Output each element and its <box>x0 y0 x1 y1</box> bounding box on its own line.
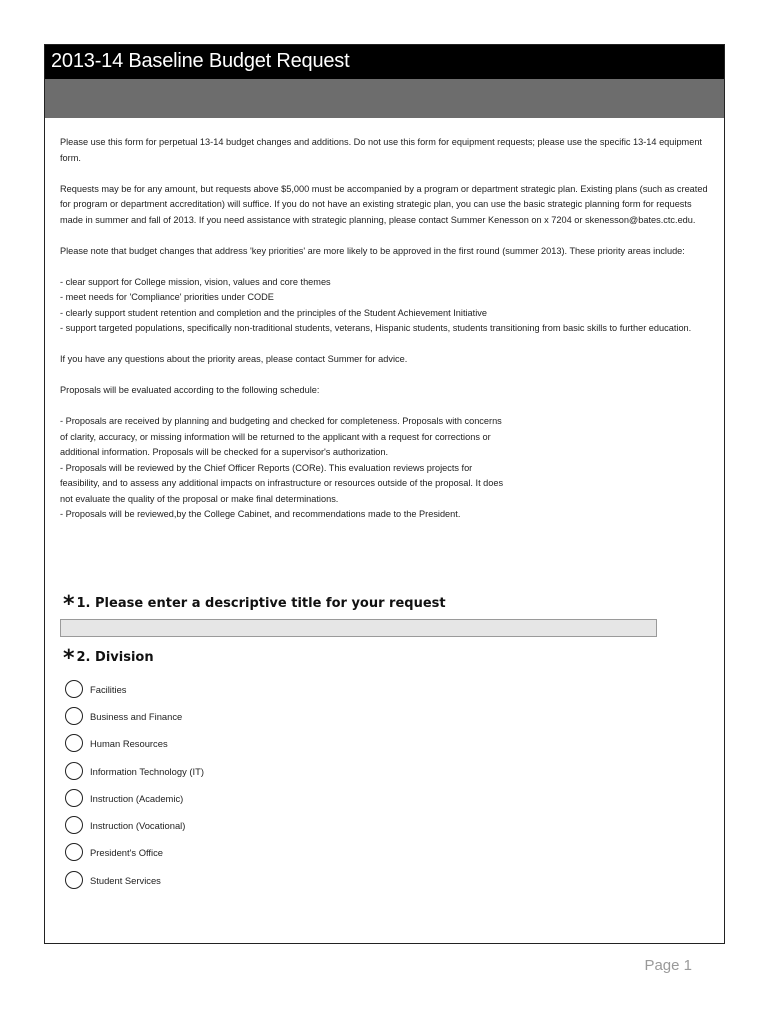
division-option-label: Student Services <box>90 874 161 886</box>
schedule-item: - Proposals will be reviewed by the Chief Officer Reports (CORe). This evaluation reviews projects for feasibility, and to assess any additional impacts on infrastructure or resources outside of the proposal. It does not evaluate the quality of the proposal or make final determinations. <box>60 462 504 504</box>
schedule-item: - Proposals will be reviewed,by the College Cabinet, and recommendations made to the President. <box>60 509 461 519</box>
intro-paragraph-2: Requests may be for any amount, but requests above $5,000 must be accompanied by a program or department strategic plan. Existing plans (such as created for program or department accreditation) will suffice. If you do not have an existing strategic plan, you can use the basic strategic planning form for requests made in summer and fall of 2013. If you need assistance with strategic planning, please contact Summer Kenesson on x 7204 or skenesson@bates.ctc.edu. <box>60 183 708 225</box>
radio-button[interactable] <box>65 871 83 889</box>
division-option-facilities[interactable] <box>65 679 126 699</box>
title-bar <box>45 45 724 79</box>
priority-item: - support targeted populations, specifically non-traditional students, veterans, Hispanic students, students transitioning from basic skills to further education. <box>60 323 692 333</box>
radio-button[interactable] <box>65 816 83 834</box>
radio-button[interactable] <box>65 843 83 861</box>
required-asterisk: * <box>63 592 75 617</box>
intro-text <box>60 135 715 523</box>
page-title: 2013-14 Baseline Budget Request <box>51 50 350 72</box>
request-title-input[interactable] <box>60 619 657 637</box>
radio-button[interactable] <box>65 680 83 698</box>
radio-button[interactable] <box>65 762 83 780</box>
intro-paragraph-3: Please note that budget changes that address 'key priorities' are more likely to be approved in the first round (summer 2013). These priority areas include: <box>60 245 685 256</box>
division-option-label: President's Office <box>90 846 164 858</box>
division-option-presidents-office[interactable] <box>65 842 163 862</box>
radio-button[interactable] <box>65 734 83 752</box>
intro-paragraph-5: Proposals will be evaluated according to the following schedule: <box>60 385 320 395</box>
question-2-label: 2. Division <box>76 650 154 665</box>
division-option-label: Human Resources <box>90 737 168 749</box>
question-1-label: 1. Please enter a descriptive title for your request <box>76 596 446 611</box>
division-option-label: Information Technology (IT) <box>90 765 204 777</box>
intro-paragraph-1: Please use this form for perpetual 13-14 budget changes and additions. Do not use this form for equipment requests; please use the specific 13-14 equipment form. <box>60 137 702 163</box>
division-option-label: Instruction (Vocational) <box>90 819 186 831</box>
question-2-title <box>63 646 154 671</box>
required-asterisk: * <box>63 646 75 671</box>
priority-item: - meet needs for 'Compliance' priorities under CODE <box>60 292 274 302</box>
radio-button[interactable] <box>65 789 83 807</box>
schedule-list <box>60 414 505 523</box>
question-1-title <box>63 592 446 617</box>
division-option-instruction-vocational[interactable] <box>65 815 185 835</box>
division-option-label: Instruction (Academic) <box>90 792 184 804</box>
header-band <box>45 79 724 118</box>
division-option-business-finance[interactable] <box>65 706 182 726</box>
radio-button[interactable] <box>65 707 83 725</box>
intro-paragraph-4: If you have any questions about the priority areas, please contact Summer for advice. <box>60 354 408 364</box>
priority-list <box>60 275 715 337</box>
survey-page-frame <box>44 44 725 944</box>
page-number: Page 1 <box>644 957 692 974</box>
division-option-student-services[interactable] <box>65 870 161 890</box>
division-option-human-resources[interactable] <box>65 733 168 753</box>
schedule-item: - Proposals are received by planning and budgeting and checked for completeness. Proposals with concerns of clarity, accuracy, or missing information will be returned to the applicant with a request for corrections or additional information. Proposals will be checked for a supervisor's authorization. <box>60 416 502 457</box>
division-option-label: Facilities <box>90 683 127 695</box>
division-option-label: Business and Finance <box>90 710 183 722</box>
priority-item: - clear support for College mission, vision, values and core themes <box>60 276 331 287</box>
division-option-it[interactable] <box>65 761 204 781</box>
division-option-instruction-academic[interactable] <box>65 788 183 808</box>
priority-item: - clearly support student retention and completion and the principles of the Student Achievement Initiative <box>60 307 487 318</box>
